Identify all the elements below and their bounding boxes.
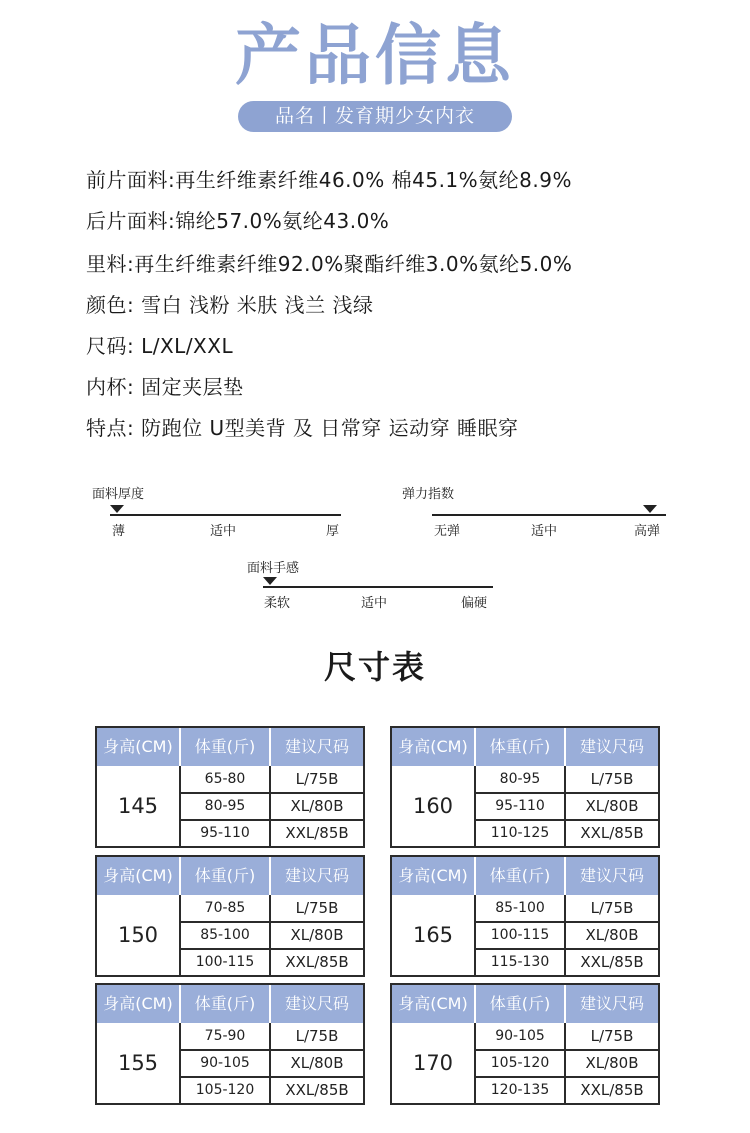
height-value: 170 [392, 1023, 476, 1103]
header-height: 身高(CM) [97, 728, 181, 766]
scale-title: 面料厚度 [92, 487, 145, 502]
suggested-size: XL/80B [585, 1054, 639, 1072]
page-title: 产品信息 [235, 17, 515, 94]
size-table-header [392, 728, 658, 766]
table-row [476, 1023, 658, 1050]
height-value: 165 [392, 895, 476, 975]
weight-range: 110-125 [476, 820, 566, 847]
header-weight: 体重(斤) [476, 728, 566, 766]
table-row [476, 1077, 658, 1104]
suggested-size: L/75B [295, 899, 339, 917]
scale-mid-label: 适中 [210, 524, 237, 539]
attribute-back-fabric: 后片面料:锦纶57.0%氨纶43.0% [86, 209, 390, 233]
suggested-size: XL/80B [585, 797, 639, 815]
header-size: 建议尺码 [579, 737, 644, 756]
header-size: 建议尺码 [284, 737, 349, 756]
suggested-size: XXL/85B [285, 824, 349, 842]
suggested-size: XL/80B [585, 926, 639, 944]
attribute-features: 特点: 防跑位 U型美背 及 日常穿 运动穿 睡眠穿 [86, 416, 519, 440]
size-table [390, 983, 660, 1105]
table-row [476, 820, 658, 847]
header-weight: 体重(斤) [181, 857, 271, 895]
weight-range: 120-135 [476, 1077, 566, 1104]
header-size: 建议尺码 [284, 994, 349, 1013]
header-height: 身高(CM) [392, 985, 476, 1023]
suggested-size: XL/80B [290, 1054, 344, 1072]
table-row [181, 766, 363, 793]
scale-low-label: 薄 [112, 524, 126, 539]
suggested-size: L/75B [590, 899, 634, 917]
size-chart-title: 尺寸表 [323, 648, 426, 686]
suggested-size: XXL/85B [580, 1081, 644, 1099]
scale-high-label: 偏硬 [461, 596, 488, 611]
header-height: 身高(CM) [392, 857, 476, 895]
table-row [181, 949, 363, 976]
weight-range: 105-120 [181, 1077, 271, 1104]
weight-range: 90-105 [476, 1023, 566, 1050]
scale-high-label: 厚 [326, 524, 340, 539]
size-table-header [97, 985, 363, 1023]
table-row [181, 1050, 363, 1077]
product-name-pill: 品名丨发育期少女内衣 [238, 101, 512, 132]
scale-low-label: 无弹 [434, 524, 461, 539]
header-weight: 体重(斤) [476, 985, 566, 1023]
suggested-size: XXL/85B [285, 953, 349, 971]
header-height: 身高(CM) [97, 985, 181, 1023]
header-weight: 体重(斤) [181, 728, 271, 766]
weight-range: 65-80 [181, 766, 271, 793]
scale-line [110, 514, 341, 516]
scale-mid-label: 适中 [531, 524, 558, 539]
scale-high-label: 高弹 [634, 524, 661, 539]
weight-range: 100-115 [476, 922, 566, 949]
attribute-front-fabric: 前片面料:再生纤维素纤维46.0% 棉45.1%氨纶8.9% [86, 168, 572, 192]
suggested-size: XL/80B [290, 926, 344, 944]
height-value: 145 [97, 766, 181, 846]
table-row [476, 766, 658, 793]
table-row [476, 949, 658, 976]
attribute-cup: 内杯: 固定夹层垫 [86, 375, 244, 399]
weight-range: 115-130 [476, 949, 566, 976]
header-height: 身高(CM) [97, 857, 181, 895]
header-size: 建议尺码 [579, 866, 644, 885]
scale-title: 面料手感 [247, 561, 300, 576]
weight-range: 80-95 [181, 793, 271, 820]
suggested-size: L/75B [295, 770, 339, 788]
weight-range: 90-105 [181, 1050, 271, 1077]
attribute-colors: 颜色: 雪白 浅粉 米肤 浅兰 浅绿 [86, 293, 374, 317]
table-row [181, 1077, 363, 1104]
table-row [476, 1050, 658, 1077]
table-row [476, 922, 658, 949]
table-row [476, 793, 658, 820]
size-table [95, 726, 365, 848]
height-value: 160 [392, 766, 476, 846]
header-weight: 体重(斤) [476, 857, 566, 895]
size-table [390, 855, 660, 977]
size-table [95, 855, 365, 977]
weight-range: 80-95 [476, 766, 566, 793]
size-table [95, 983, 365, 1105]
weight-range: 105-120 [476, 1050, 566, 1077]
table-row [476, 895, 658, 922]
table-row [181, 1023, 363, 1050]
header-size: 建议尺码 [579, 994, 644, 1013]
table-row [181, 922, 363, 949]
scale-mid-label: 适中 [361, 596, 388, 611]
size-table-header [392, 985, 658, 1023]
weight-range: 85-100 [181, 922, 271, 949]
height-value: 150 [97, 895, 181, 975]
suggested-size: L/75B [590, 1027, 634, 1045]
weight-range: 95-110 [181, 820, 271, 847]
header-size: 建议尺码 [284, 866, 349, 885]
scale-marker-icon [110, 505, 124, 513]
weight-range: 95-110 [476, 793, 566, 820]
table-row [181, 793, 363, 820]
height-value: 155 [97, 1023, 181, 1103]
size-table-header [392, 857, 658, 895]
suggested-size: L/75B [295, 1027, 339, 1045]
scale-low-label: 柔软 [264, 596, 291, 611]
suggested-size: XXL/85B [285, 1081, 349, 1099]
scale-line [263, 586, 493, 588]
size-table-header [97, 728, 363, 766]
suggested-size: XL/80B [290, 797, 344, 815]
weight-range: 85-100 [476, 895, 566, 922]
weight-range: 100-115 [181, 949, 271, 976]
scale-marker-icon [263, 577, 277, 585]
weight-range: 70-85 [181, 895, 271, 922]
attribute-lining: 里料:再生纤维素纤维92.0%聚酯纤维3.0%氨纶5.0% [86, 252, 573, 276]
weight-range: 75-90 [181, 1023, 271, 1050]
suggested-size: XXL/85B [580, 824, 644, 842]
suggested-size: XXL/85B [580, 953, 644, 971]
table-row [181, 820, 363, 847]
table-row [181, 895, 363, 922]
scale-marker-icon [643, 505, 657, 513]
scale-line [432, 514, 666, 516]
header-weight: 体重(斤) [181, 985, 271, 1023]
size-table [390, 726, 660, 848]
scale-title: 弹力指数 [402, 487, 455, 502]
suggested-size: L/75B [590, 770, 634, 788]
attribute-sizes: 尺码: L/XL/XXL [86, 334, 234, 358]
size-table-header [97, 857, 363, 895]
header-height: 身高(CM) [392, 728, 476, 766]
